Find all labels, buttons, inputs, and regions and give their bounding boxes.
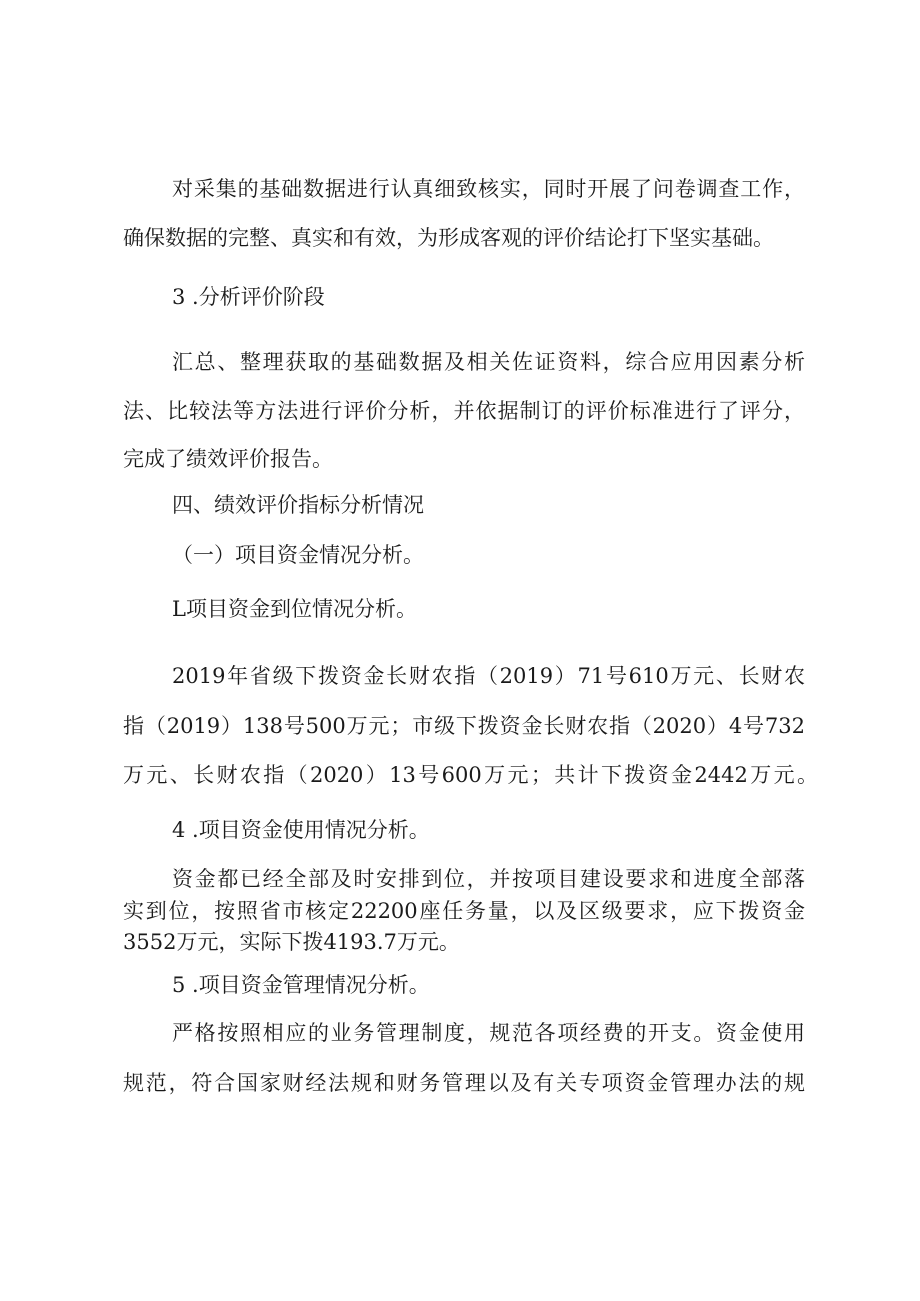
- heading-item-1: L项目资金到位情况分析。: [172, 597, 417, 621]
- paragraph-line: 法、比较法等方法进行评价分析，并依据制订的评价标准进行了评分，: [123, 399, 805, 423]
- paragraph-line: 严格按照相应的业务管理制度，规范各项经费的开支。资金使用: [172, 1021, 805, 1045]
- heading-subsection-1: （一）项目资金情况分析。: [172, 543, 424, 567]
- heading-section-4: 四、绩效评价指标分析情况: [172, 493, 424, 517]
- heading-stage-3: 3 .分析评价阶段: [172, 285, 325, 309]
- paragraph-line: 规范，符合国家财经法规和财务管理以及有关专项资金管理办法的规: [123, 1071, 805, 1095]
- paragraph-line: 对采集的基础数据进行认真细致核实，同时开展了问卷调查工作，: [172, 177, 805, 201]
- heading-item-4: 4 .项目资金使用情况分析。: [172, 818, 430, 842]
- paragraph-line: 完成了绩效评价报告。: [123, 447, 333, 471]
- paragraph-line: 万元、长财农指（2020）13号600万元；共计下拨资金2442万元。: [123, 763, 818, 787]
- paragraph-line: 2019年省级下拨资金长财农指（2019）71号610万元、长财农: [172, 664, 805, 688]
- paragraph-line: 3552万元，实际下拨4193.7万元。: [123, 930, 460, 954]
- paragraph-line: 指（2019）138号500万元；市级下拨资金长财农指（2020）4号732: [123, 714, 805, 738]
- heading-item-5: 5 .项目资金管理情况分析。: [172, 973, 430, 997]
- paragraph-line: 实到位，按照省市核定22200座任务量，以及区级要求，应下拨资金: [123, 899, 805, 923]
- paragraph-line: 资金都已经全部及时安排到位，并按项目建设要求和进度全部落: [172, 867, 805, 891]
- paragraph-line: 确保数据的完整、真实和有效，为形成客观的评价结论打下坚实基础。: [123, 226, 774, 250]
- paragraph-line: 汇总、整理获取的基础数据及相关佐证资料，综合应用因素分析: [172, 350, 805, 374]
